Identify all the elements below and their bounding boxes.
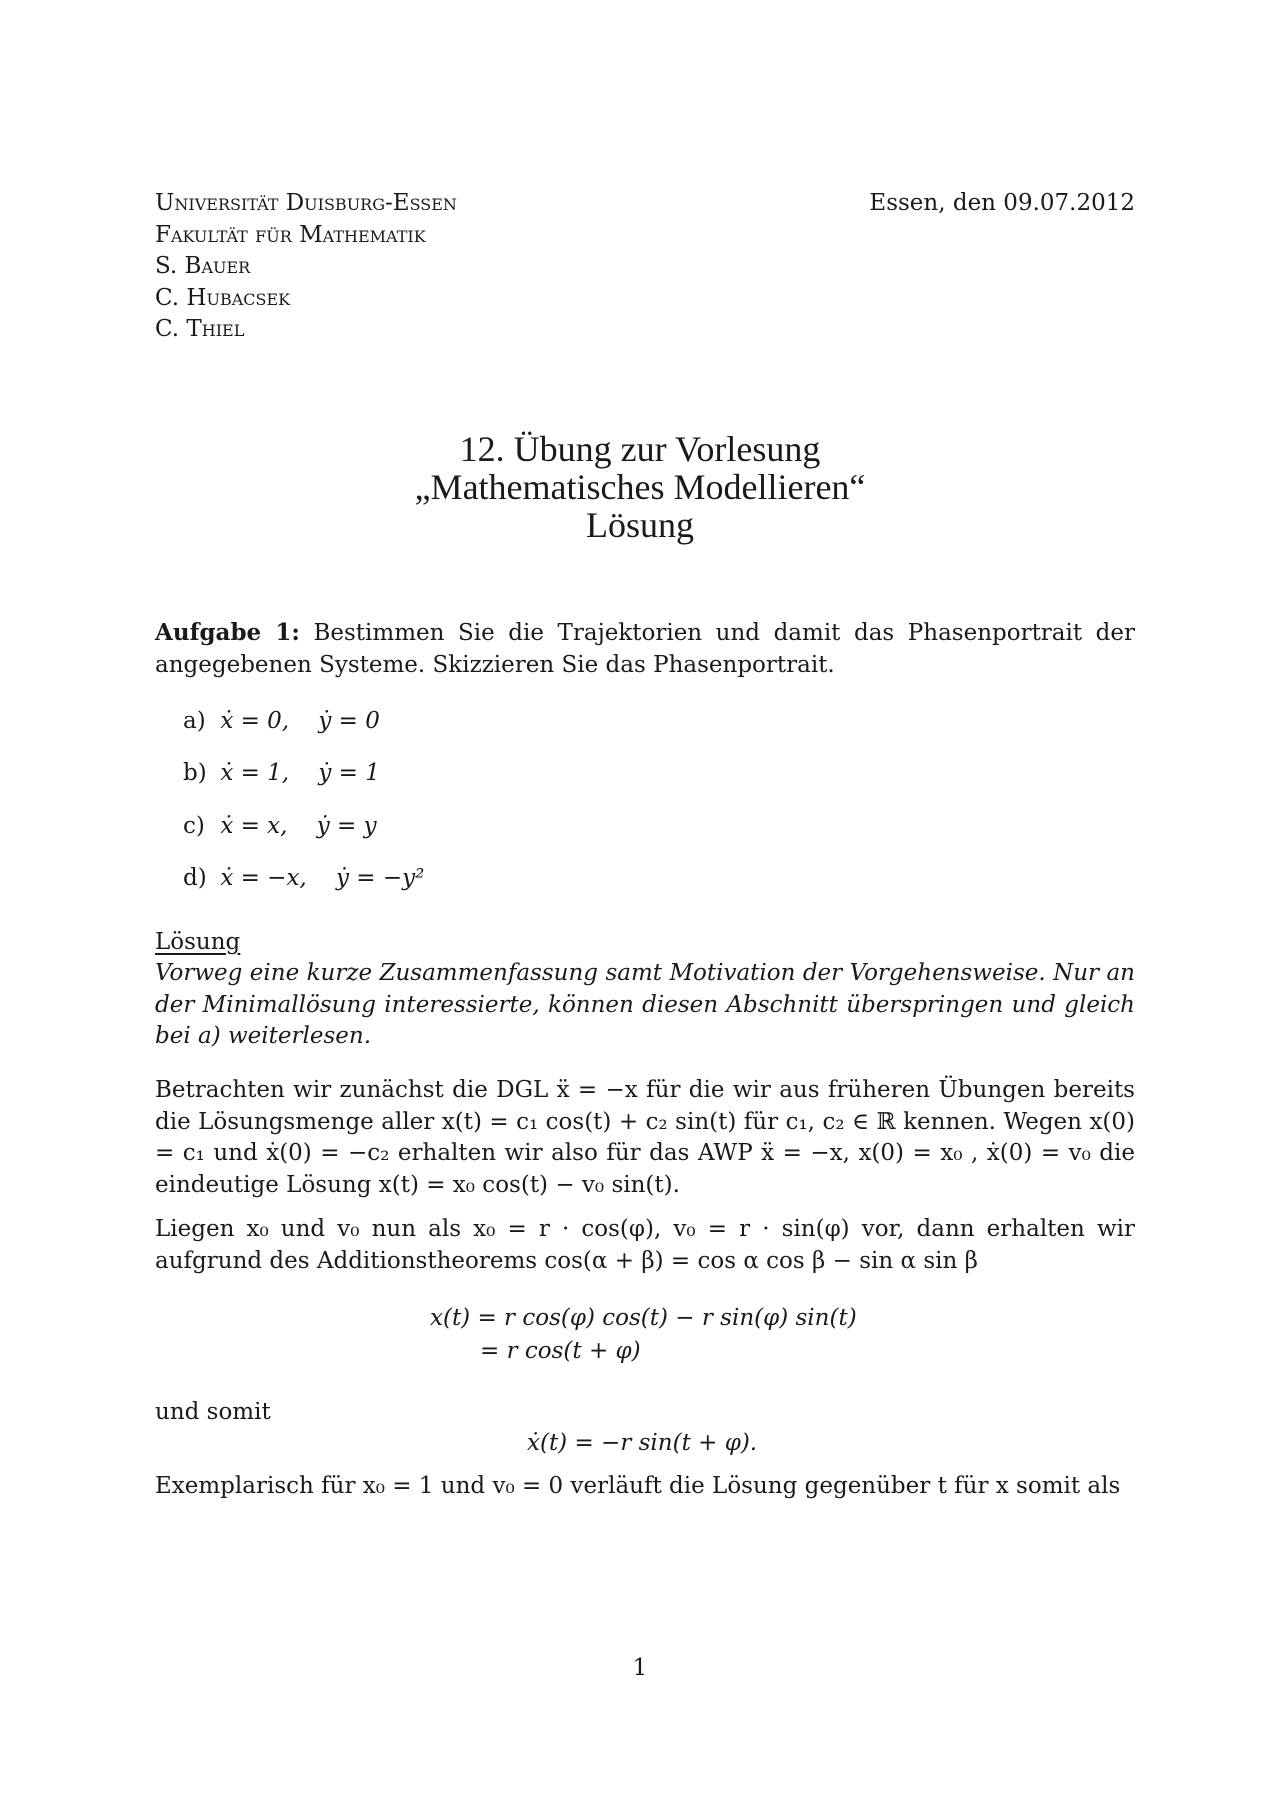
item-eq-y: ẏ = −y² <box>335 865 425 891</box>
title-line-3: Lösung <box>586 505 694 545</box>
title-line-2: „Mathematisches Modellieren“ <box>414 467 866 507</box>
document-title <box>0 430 1280 544</box>
title-line-1: 12. Übung zur Vorlesung <box>459 429 821 469</box>
item-eq-x: ẋ = 1, <box>220 760 290 786</box>
item-eq-x: ẋ = x, <box>220 813 288 839</box>
solution-paragraph-2: Liegen x₀ und v₀ nun als x₀ = r · cos(φ), v₀ = r · sin(φ) vor, dann erhalten wir aufgrund des Additionstheorems cos(α + β) = cos α cos β − sin α sin β <box>155 1216 1135 1274</box>
task-item-c <box>183 811 377 842</box>
university-name: Universität Duisburg-Essen <box>155 190 457 216</box>
solution-heading: Lösung <box>155 929 241 955</box>
faculty-name: Fakultät für Mathematik <box>155 221 426 248</box>
equation-x-line-1: x(t) = r cos(φ) cos(t) − r sin(φ) sin(t) <box>430 1305 857 1331</box>
author-1: S. Bauer <box>155 253 251 279</box>
task-statement <box>155 617 1135 681</box>
item-eq-x: ẋ = 0, <box>220 708 290 734</box>
task-text: Bestimmen Sie die Trajektorien und damit das Phasenportrait der angegebenen Systeme. Skizzieren Sie das Phasenportrait. <box>155 620 1136 678</box>
item-label: b) <box>183 760 207 786</box>
item-eq-y: ẏ = 0 <box>318 708 380 734</box>
task-item-b <box>183 758 380 789</box>
page-number: 1 <box>632 1655 648 1681</box>
header-institution <box>155 188 457 346</box>
task-label: Aufgabe 1: <box>155 619 300 646</box>
item-eq-y: ẏ = y <box>316 813 377 839</box>
solution-intro: Vorweg eine kurze Zusammenfassung samt Motivation der Vorgehensweise. Nur an der Minimallösung interessierte, können diesen Abschnitt überspringen und gleich bei a) weiterlesen. <box>155 960 1135 1049</box>
item-eq-y: ẏ = 1 <box>318 760 380 786</box>
und-somit-text: und somit <box>155 1399 271 1425</box>
task-item-d <box>183 863 424 894</box>
equation-x-line-2: = r cos(t + φ) <box>480 1338 641 1364</box>
task-item-a <box>183 706 380 737</box>
item-label: c) <box>183 813 205 839</box>
place-date: Essen, den 09.07.2012 <box>869 190 1135 216</box>
item-label: a) <box>183 708 206 734</box>
author-2: C. Hubacsek <box>155 284 291 311</box>
equation-xdot: ẋ(t) = −r sin(t + φ). <box>527 1430 758 1456</box>
item-eq-x: ẋ = −x, <box>220 865 307 891</box>
solution-paragraph-1: Betrachten wir zunächst die DGL ẍ = −x für die wir aus früheren Übungen bereits die Lösungsmenge aller x(t) = c₁ cos(t) + c₂ sin(t) für c₁, c₂ ∈ ℝ kennen. Wegen x(0) = c₁ und ẋ(0) = −c₂ erhalten wir also für das AWP ẍ = −x, x(0) = x₀ , ẋ(0) = v₀ die eindeutige Lösung x(t) = x₀ cos(t) − v₀ sin(t). <box>155 1077 1135 1198</box>
solution-paragraph-3: Exemplarisch für x₀ = 1 und v₀ = 0 verläuft die Lösung gegenüber t für x somit als <box>155 1473 1121 1499</box>
author-3: C. Thiel <box>155 316 245 342</box>
item-label: d) <box>183 865 207 891</box>
